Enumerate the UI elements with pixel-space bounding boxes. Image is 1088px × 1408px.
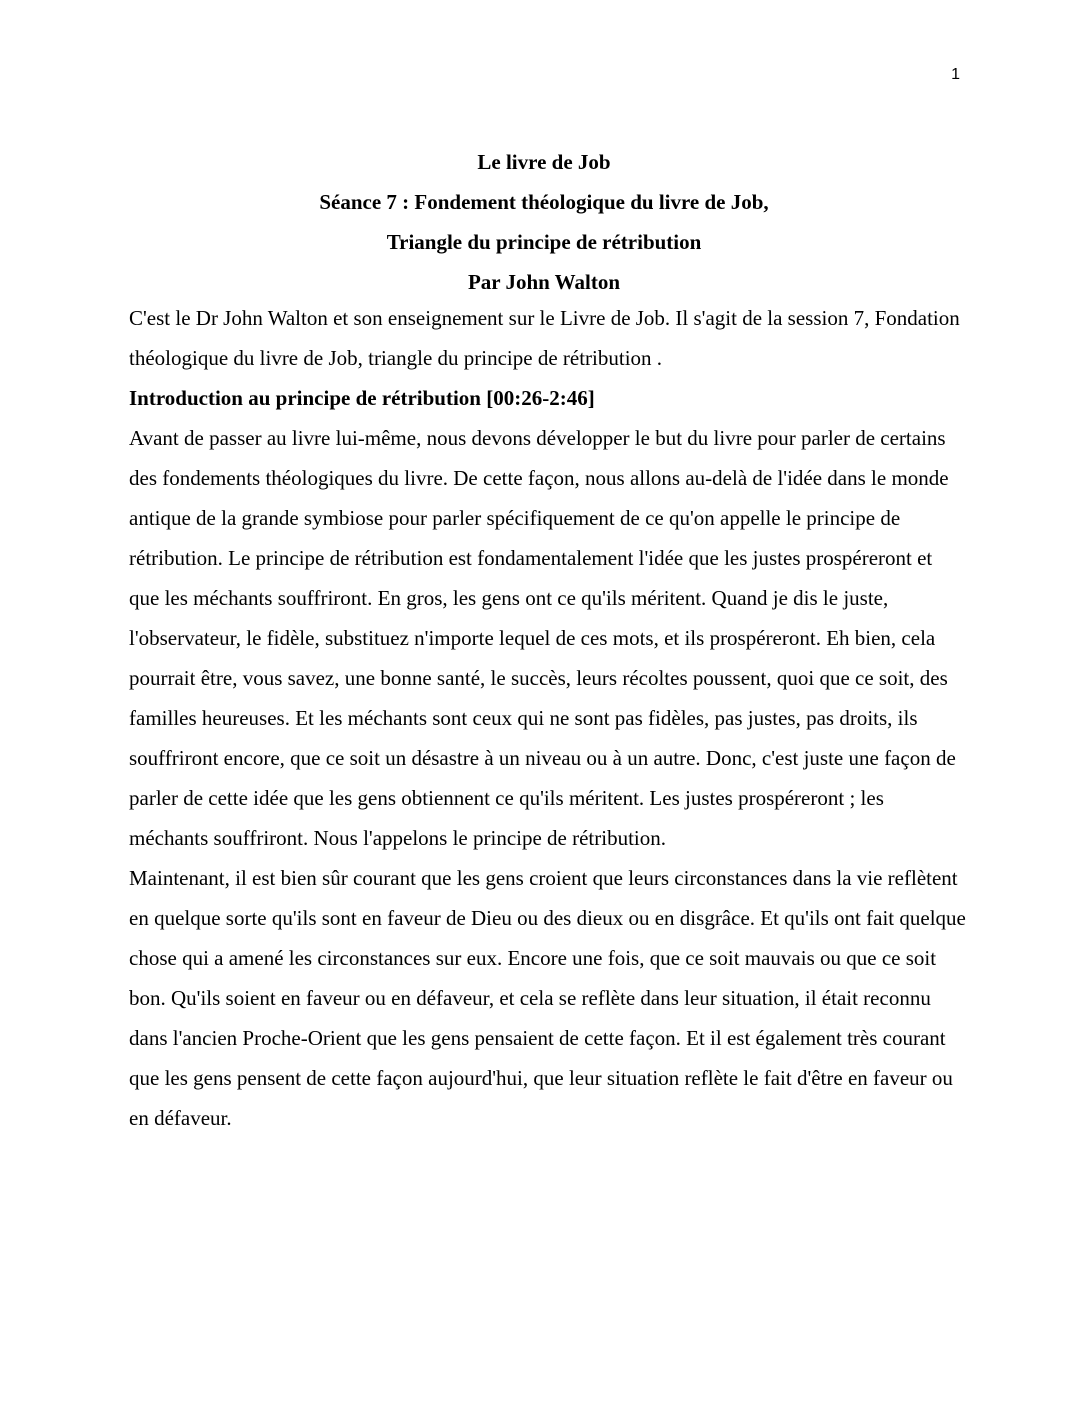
session-subtitle: Triangle du principe de rétribution <box>386 230 702 254</box>
page-number: 1 <box>951 66 960 83</box>
intro-paragraph: C'est le Dr John Walton et son enseignement sur le Livre de Job. Il s'agit de la session 7, Fondation théologique du livre de Job, triangle du principe de rétribution . <box>129 306 960 370</box>
session-title: Séance 7 : Fondement théologique du livre de Job, <box>319 190 769 214</box>
author-line: Par John Walton <box>467 270 621 294</box>
section-heading: Introduction au principe de rétribution [00:26-2:46] <box>129 386 595 410</box>
document-body <box>129 298 967 1138</box>
document-title: Le livre de Job <box>477 150 611 174</box>
title-block <box>0 142 1088 302</box>
body-paragraph: Maintenant, il est bien sûr courant que les gens croient que leurs circonstances dans la vie reflètent en quelque sorte qu'ils sont en faveur de Dieu ou des dieux ou en disgrâce. Et qu'ils ont fait quelque chose qui a amené les circonstances sur eux. Encore une fois, que ce soit mauvais ou que ce soit bon. Qu'ils soient en faveur ou en défaveur, et cela se reflète dans leur situation, il était reconnu dans l'ancien Proche-Orient que les gens pensaient de cette façon. Et il est également très courant que les gens pensent de cette façon aujourd'hui, que leur situation reflète le fait d'être en faveur ou en défaveur. <box>129 866 966 1130</box>
body-paragraph: Avant de passer au livre lui-même, nous devons développer le but du livre pour parler de certains des fondements théologiques du livre. De cette façon, nous allons au-delà de l'idée dans le monde antique de la grande symbiose pour parler spécifiquement de ce qu'on appelle le principe de rétribution. Le principe de rétribution est fondamentalement l'idée que les justes prospéreront et que les méchants souffriront. En gros, les gens ont ce qu'ils méritent. Quand je dis le juste, l'observateur, le fidèle, substituez n'importe lequel de ces mots, et ils prospéreront. Eh bien, cela pourrait être, vous savez, une bonne santé, le succès, leurs récoltes poussent, quoi que ce soit, des familles heureuses. Et les méchants sont ceux qui ne sont pas fidèles, pas justes, pas droits, ils souffriront encore, que ce soit un désastre à un niveau ou à un autre. Donc, c'est juste une façon de parler de cette idée que les gens obtiennent ce qu'ils méritent. Les justes prospéreront ; les méchants souffriront. Nous l'appelons le principe de rétribution. <box>129 426 956 850</box>
